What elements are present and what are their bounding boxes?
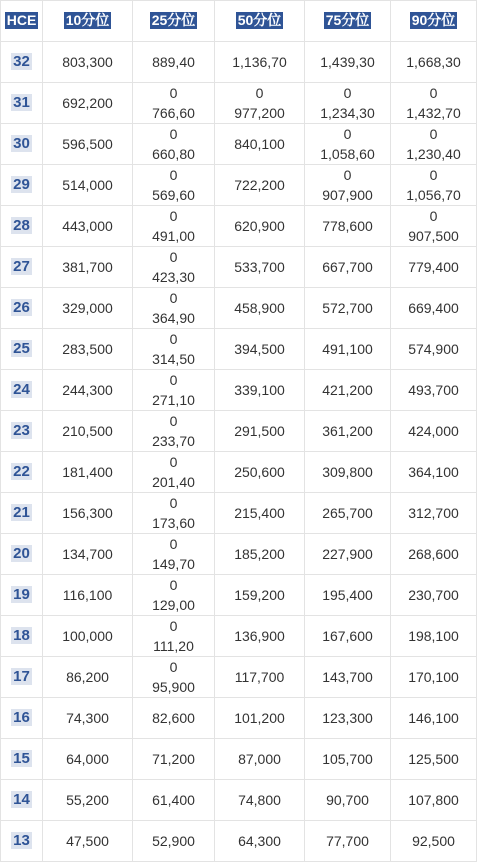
percentile-value: 123,300	[322, 710, 373, 726]
percentile-cell	[43, 124, 133, 165]
header-cell-p50	[215, 1, 305, 42]
hce-cell	[1, 288, 43, 329]
percentile-value: 0 173,60	[152, 495, 195, 531]
percentile-value: 0 111,20	[153, 618, 194, 654]
percentile-cell	[215, 534, 305, 575]
percentile-cell	[43, 739, 133, 780]
percentile-cell	[43, 616, 133, 657]
percentile-value: 64,300	[238, 833, 281, 849]
percentile-cell	[305, 534, 391, 575]
hce-level: 18	[13, 627, 30, 644]
percentile-cell	[391, 575, 477, 616]
hce-level: 27	[13, 258, 30, 275]
percentile-cell	[305, 739, 391, 780]
percentile-value: 0 1,058,60	[320, 126, 375, 162]
percentile-value: 71,200	[152, 751, 195, 767]
percentile-value: 0 660,80	[152, 126, 195, 162]
percentile-value: 82,600	[152, 710, 195, 726]
percentile-cell	[305, 821, 391, 862]
percentile-cell	[305, 42, 391, 83]
percentile-value: 265,700	[322, 505, 373, 521]
percentile-cell	[305, 288, 391, 329]
hce-level: 32	[13, 53, 30, 70]
hce-level: 31	[13, 94, 30, 111]
percentile-value: 0 201,40	[152, 454, 195, 490]
percentile-value: 74,300	[66, 710, 109, 726]
hce-level: 26	[13, 299, 30, 316]
percentile-cell	[43, 83, 133, 124]
percentile-cell	[133, 452, 215, 493]
header-label: 90分位	[411, 12, 456, 28]
percentile-cell	[133, 698, 215, 739]
percentile-cell	[215, 165, 305, 206]
percentile-cell	[305, 575, 391, 616]
hce-level: 25	[13, 340, 30, 357]
percentile-value: 146,100	[408, 710, 459, 726]
percentile-value: 291,500	[234, 423, 285, 439]
percentile-cell	[391, 780, 477, 821]
percentile-value: 491,100	[322, 341, 373, 357]
percentile-cell	[215, 329, 305, 370]
percentile-cell	[305, 411, 391, 452]
percentile-value: 116,100	[62, 587, 113, 603]
percentile-value: 159,200	[234, 587, 285, 603]
percentile-value: 0 271,10	[152, 372, 195, 408]
percentile-value: 87,000	[238, 751, 281, 767]
percentile-cell	[133, 739, 215, 780]
percentile-value: 227,900	[322, 546, 373, 562]
percentile-cell	[215, 452, 305, 493]
percentile-value: 105,700	[322, 751, 373, 767]
table-row	[1, 452, 477, 493]
percentile-value: 339,100	[234, 382, 285, 398]
table-row	[1, 206, 477, 247]
percentile-value: 90,700	[326, 792, 369, 808]
percentile-value: 364,100	[408, 464, 459, 480]
percentile-value: 0 1,234,30	[320, 85, 375, 121]
percentile-cell	[391, 124, 477, 165]
percentile-cell	[43, 370, 133, 411]
percentile-cell	[391, 288, 477, 329]
percentile-value: 0 1,432,70	[406, 85, 461, 121]
percentile-cell	[133, 534, 215, 575]
percentile-value: 381,700	[62, 259, 113, 275]
percentile-cell	[215, 657, 305, 698]
table-row	[1, 493, 477, 534]
header-label: HCE	[6, 12, 37, 28]
percentile-cell	[391, 329, 477, 370]
percentile-value: 803,300	[62, 54, 113, 70]
percentile-cell	[391, 247, 477, 288]
percentile-cell	[391, 657, 477, 698]
percentile-cell	[215, 616, 305, 657]
percentile-value: 268,600	[408, 546, 459, 562]
hce-level: 30	[13, 135, 30, 152]
header-row	[1, 1, 477, 42]
table-body	[1, 42, 477, 862]
percentile-value: 692,200	[62, 95, 113, 111]
percentile-value: 92,500	[412, 833, 455, 849]
percentile-value: 0 149,70	[152, 536, 195, 572]
percentile-cell	[215, 124, 305, 165]
percentile-value: 778,600	[322, 218, 373, 234]
header-label: 10分位	[65, 12, 110, 28]
percentile-cell	[391, 411, 477, 452]
header-cell-hce	[1, 1, 43, 42]
hce-cell	[1, 206, 43, 247]
percentile-value: 136,900	[234, 628, 285, 644]
percentile-cell	[305, 698, 391, 739]
header-label: 50分位	[237, 12, 282, 28]
percentile-value: 722,200	[234, 177, 285, 193]
percentile-value: 0 1,056,70	[406, 167, 461, 203]
percentile-value: 0 314,50	[152, 331, 195, 367]
hce-cell	[1, 329, 43, 370]
percentile-value: 61,400	[152, 792, 195, 808]
hce-level: 22	[13, 463, 30, 480]
percentile-value: 309,800	[322, 464, 373, 480]
percentile-cell	[215, 411, 305, 452]
percentile-value: 0 1,230,40	[406, 126, 461, 162]
percentile-cell	[215, 780, 305, 821]
table-row	[1, 575, 477, 616]
percentile-value: 283,500	[62, 341, 113, 357]
percentile-cell	[305, 493, 391, 534]
percentile-value: 134,700	[62, 546, 113, 562]
percentile-value: 1,439,30	[320, 54, 375, 70]
percentile-value: 421,200	[322, 382, 373, 398]
percentile-value: 596,500	[62, 136, 113, 152]
percentile-value: 329,000	[62, 300, 113, 316]
percentile-value: 514,000	[62, 177, 113, 193]
percentile-cell	[305, 780, 391, 821]
hce-cell	[1, 616, 43, 657]
percentile-cell	[43, 452, 133, 493]
percentile-cell	[133, 83, 215, 124]
percentile-cell	[391, 42, 477, 83]
percentile-value: 0 364,90	[152, 290, 195, 326]
percentile-cell	[133, 329, 215, 370]
hce-cell	[1, 42, 43, 83]
percentile-cell	[133, 42, 215, 83]
header-cell-p90	[391, 1, 477, 42]
table-row	[1, 657, 477, 698]
percentile-cell	[391, 165, 477, 206]
percentile-cell	[305, 329, 391, 370]
percentile-cell	[133, 247, 215, 288]
table-row	[1, 370, 477, 411]
percentile-cell	[305, 370, 391, 411]
hce-level: 19	[13, 586, 30, 603]
table-row	[1, 534, 477, 575]
hce-cell	[1, 452, 43, 493]
percentile-value: 143,700	[322, 669, 373, 685]
percentile-value: 574,900	[408, 341, 459, 357]
percentile-value: 312,700	[408, 505, 459, 521]
percentile-value: 156,300	[62, 505, 113, 521]
hce-cell	[1, 534, 43, 575]
percentile-cell	[305, 165, 391, 206]
percentile-cell	[215, 288, 305, 329]
percentile-cell	[43, 780, 133, 821]
hce-level: 23	[13, 422, 30, 439]
hce-cell	[1, 575, 43, 616]
hce-cell	[1, 780, 43, 821]
percentile-cell	[215, 821, 305, 862]
hce-level: 29	[13, 176, 30, 193]
percentile-value: 0 423,30	[152, 249, 195, 285]
percentile-value: 210,500	[62, 423, 113, 439]
percentile-value: 0 233,70	[152, 413, 195, 449]
hce-level: 17	[13, 668, 30, 685]
percentile-value: 458,900	[234, 300, 285, 316]
percentile-cell	[391, 616, 477, 657]
percentile-value: 0 95,900	[152, 659, 195, 695]
percentile-value: 840,100	[234, 136, 285, 152]
percentile-value: 195,400	[322, 587, 373, 603]
percentile-cell	[133, 124, 215, 165]
percentile-cell	[215, 42, 305, 83]
percentile-cell	[391, 698, 477, 739]
table-row	[1, 165, 477, 206]
table-row	[1, 616, 477, 657]
hce-level: 28	[13, 217, 30, 234]
percentile-cell	[305, 206, 391, 247]
hce-cell	[1, 698, 43, 739]
percentile-cell	[133, 206, 215, 247]
header-cell-p75	[305, 1, 391, 42]
hce-level: 20	[13, 545, 30, 562]
table-row	[1, 821, 477, 862]
percentile-value: 77,700	[326, 833, 369, 849]
table-row	[1, 739, 477, 780]
percentile-value: 0 569,60	[152, 167, 195, 203]
percentile-value: 185,200	[234, 546, 285, 562]
table-row	[1, 124, 477, 165]
percentile-value: 0 766,60	[152, 85, 195, 121]
percentile-value: 117,700	[234, 669, 285, 685]
percentile-cell	[215, 83, 305, 124]
percentile-cell	[215, 493, 305, 534]
hce-cell	[1, 165, 43, 206]
percentile-cell	[215, 698, 305, 739]
percentile-value: 52,900	[152, 833, 195, 849]
percentile-cell	[391, 83, 477, 124]
percentile-value: 779,400	[408, 259, 459, 275]
percentile-cell	[43, 698, 133, 739]
hce-cell	[1, 124, 43, 165]
header-label: 25分位	[151, 12, 196, 28]
percentile-value: 230,700	[408, 587, 459, 603]
percentile-cell	[305, 616, 391, 657]
percentile-value: 667,700	[322, 259, 373, 275]
percentile-cell	[215, 370, 305, 411]
percentile-value: 55,200	[66, 792, 109, 808]
percentile-value: 250,600	[234, 464, 285, 480]
percentile-value: 100,000	[62, 628, 113, 644]
percentile-value: 443,000	[62, 218, 113, 234]
table-row	[1, 329, 477, 370]
percentile-cell	[43, 247, 133, 288]
percentile-cell	[215, 739, 305, 780]
percentile-cell	[305, 124, 391, 165]
table-row	[1, 411, 477, 452]
hce-level: 21	[13, 504, 30, 521]
table-row	[1, 780, 477, 821]
percentile-value: 244,300	[62, 382, 113, 398]
percentile-cell	[305, 83, 391, 124]
percentile-cell	[133, 575, 215, 616]
percentile-cell	[43, 657, 133, 698]
percentile-value: 167,600	[322, 628, 373, 644]
percentile-cell	[43, 42, 133, 83]
percentile-cell	[43, 575, 133, 616]
percentile-value: 47,500	[66, 833, 109, 849]
percentile-cell	[391, 206, 477, 247]
percentile-cell	[133, 780, 215, 821]
percentile-cell	[305, 657, 391, 698]
header-cell-p25	[133, 1, 215, 42]
percentile-cell	[43, 165, 133, 206]
percentile-value: 1,136,70	[232, 54, 287, 70]
hce-level: 15	[13, 750, 30, 767]
percentile-value: 86,200	[66, 669, 109, 685]
percentile-value: 1,668,30	[406, 54, 461, 70]
table-row	[1, 288, 477, 329]
percentile-value: 533,700	[234, 259, 285, 275]
percentile-cell	[43, 329, 133, 370]
percentile-value: 107,800	[408, 792, 459, 808]
percentile-value: 889,40	[152, 54, 195, 70]
percentile-value: 493,700	[408, 382, 459, 398]
hce-level: 24	[13, 381, 30, 398]
percentile-cell	[391, 370, 477, 411]
hce-cell	[1, 411, 43, 452]
percentile-cell	[391, 452, 477, 493]
percentile-value: 0 491,00	[152, 208, 195, 244]
percentile-cell	[43, 493, 133, 534]
percentile-cell	[43, 288, 133, 329]
percentile-cell	[43, 411, 133, 452]
percentile-cell	[391, 739, 477, 780]
percentile-value: 74,800	[238, 792, 281, 808]
percentile-cell	[43, 821, 133, 862]
percentile-cell	[133, 657, 215, 698]
percentile-value: 361,200	[322, 423, 373, 439]
table-row	[1, 42, 477, 83]
percentile-cell	[215, 247, 305, 288]
percentile-value: 394,500	[234, 341, 285, 357]
percentile-cell	[215, 206, 305, 247]
table-row	[1, 83, 477, 124]
percentile-cell	[305, 247, 391, 288]
percentile-value: 0 907,500	[408, 208, 459, 244]
header-cell-p10	[43, 1, 133, 42]
hce-cell	[1, 83, 43, 124]
percentile-cell	[43, 206, 133, 247]
percentile-value: 0 129,00	[152, 577, 195, 613]
percentile-value: 101,200	[234, 710, 285, 726]
hce-cell	[1, 657, 43, 698]
percentile-cell	[133, 288, 215, 329]
percentile-cell	[133, 616, 215, 657]
hce-cell	[1, 493, 43, 534]
percentile-value: 572,700	[322, 300, 373, 316]
hce-level: 16	[13, 709, 30, 726]
hce-cell	[1, 739, 43, 780]
percentile-value: 198,100	[408, 628, 459, 644]
percentile-value: 669,400	[408, 300, 459, 316]
percentile-cell	[133, 411, 215, 452]
hce-cell	[1, 247, 43, 288]
table-row	[1, 247, 477, 288]
percentile-value: 125,500	[408, 751, 459, 767]
hce-cell	[1, 370, 43, 411]
percentile-cell	[391, 493, 477, 534]
percentile-cell	[133, 370, 215, 411]
table-row	[1, 698, 477, 739]
percentile-cell	[133, 165, 215, 206]
percentile-cell	[305, 452, 391, 493]
percentile-value: 424,000	[408, 423, 459, 439]
percentile-value: 0 977,200	[234, 85, 285, 121]
percentile-cell	[43, 534, 133, 575]
hce-cell	[1, 821, 43, 862]
hce-level: 14	[13, 791, 30, 808]
percentile-cell	[215, 575, 305, 616]
percentile-value: 620,900	[234, 218, 285, 234]
percentile-value: 0 907,900	[322, 167, 373, 203]
percentile-cell	[133, 493, 215, 534]
percentile-cell	[391, 534, 477, 575]
percentile-value: 215,400	[234, 505, 285, 521]
header-label: 75分位	[325, 12, 370, 28]
percentile-value: 170,100	[408, 669, 459, 685]
percentile-cell	[391, 821, 477, 862]
hce-level: 13	[13, 832, 30, 849]
percentile-value: 64,000	[66, 751, 109, 767]
percentile-cell	[133, 821, 215, 862]
percentile-value: 181,400	[62, 464, 113, 480]
